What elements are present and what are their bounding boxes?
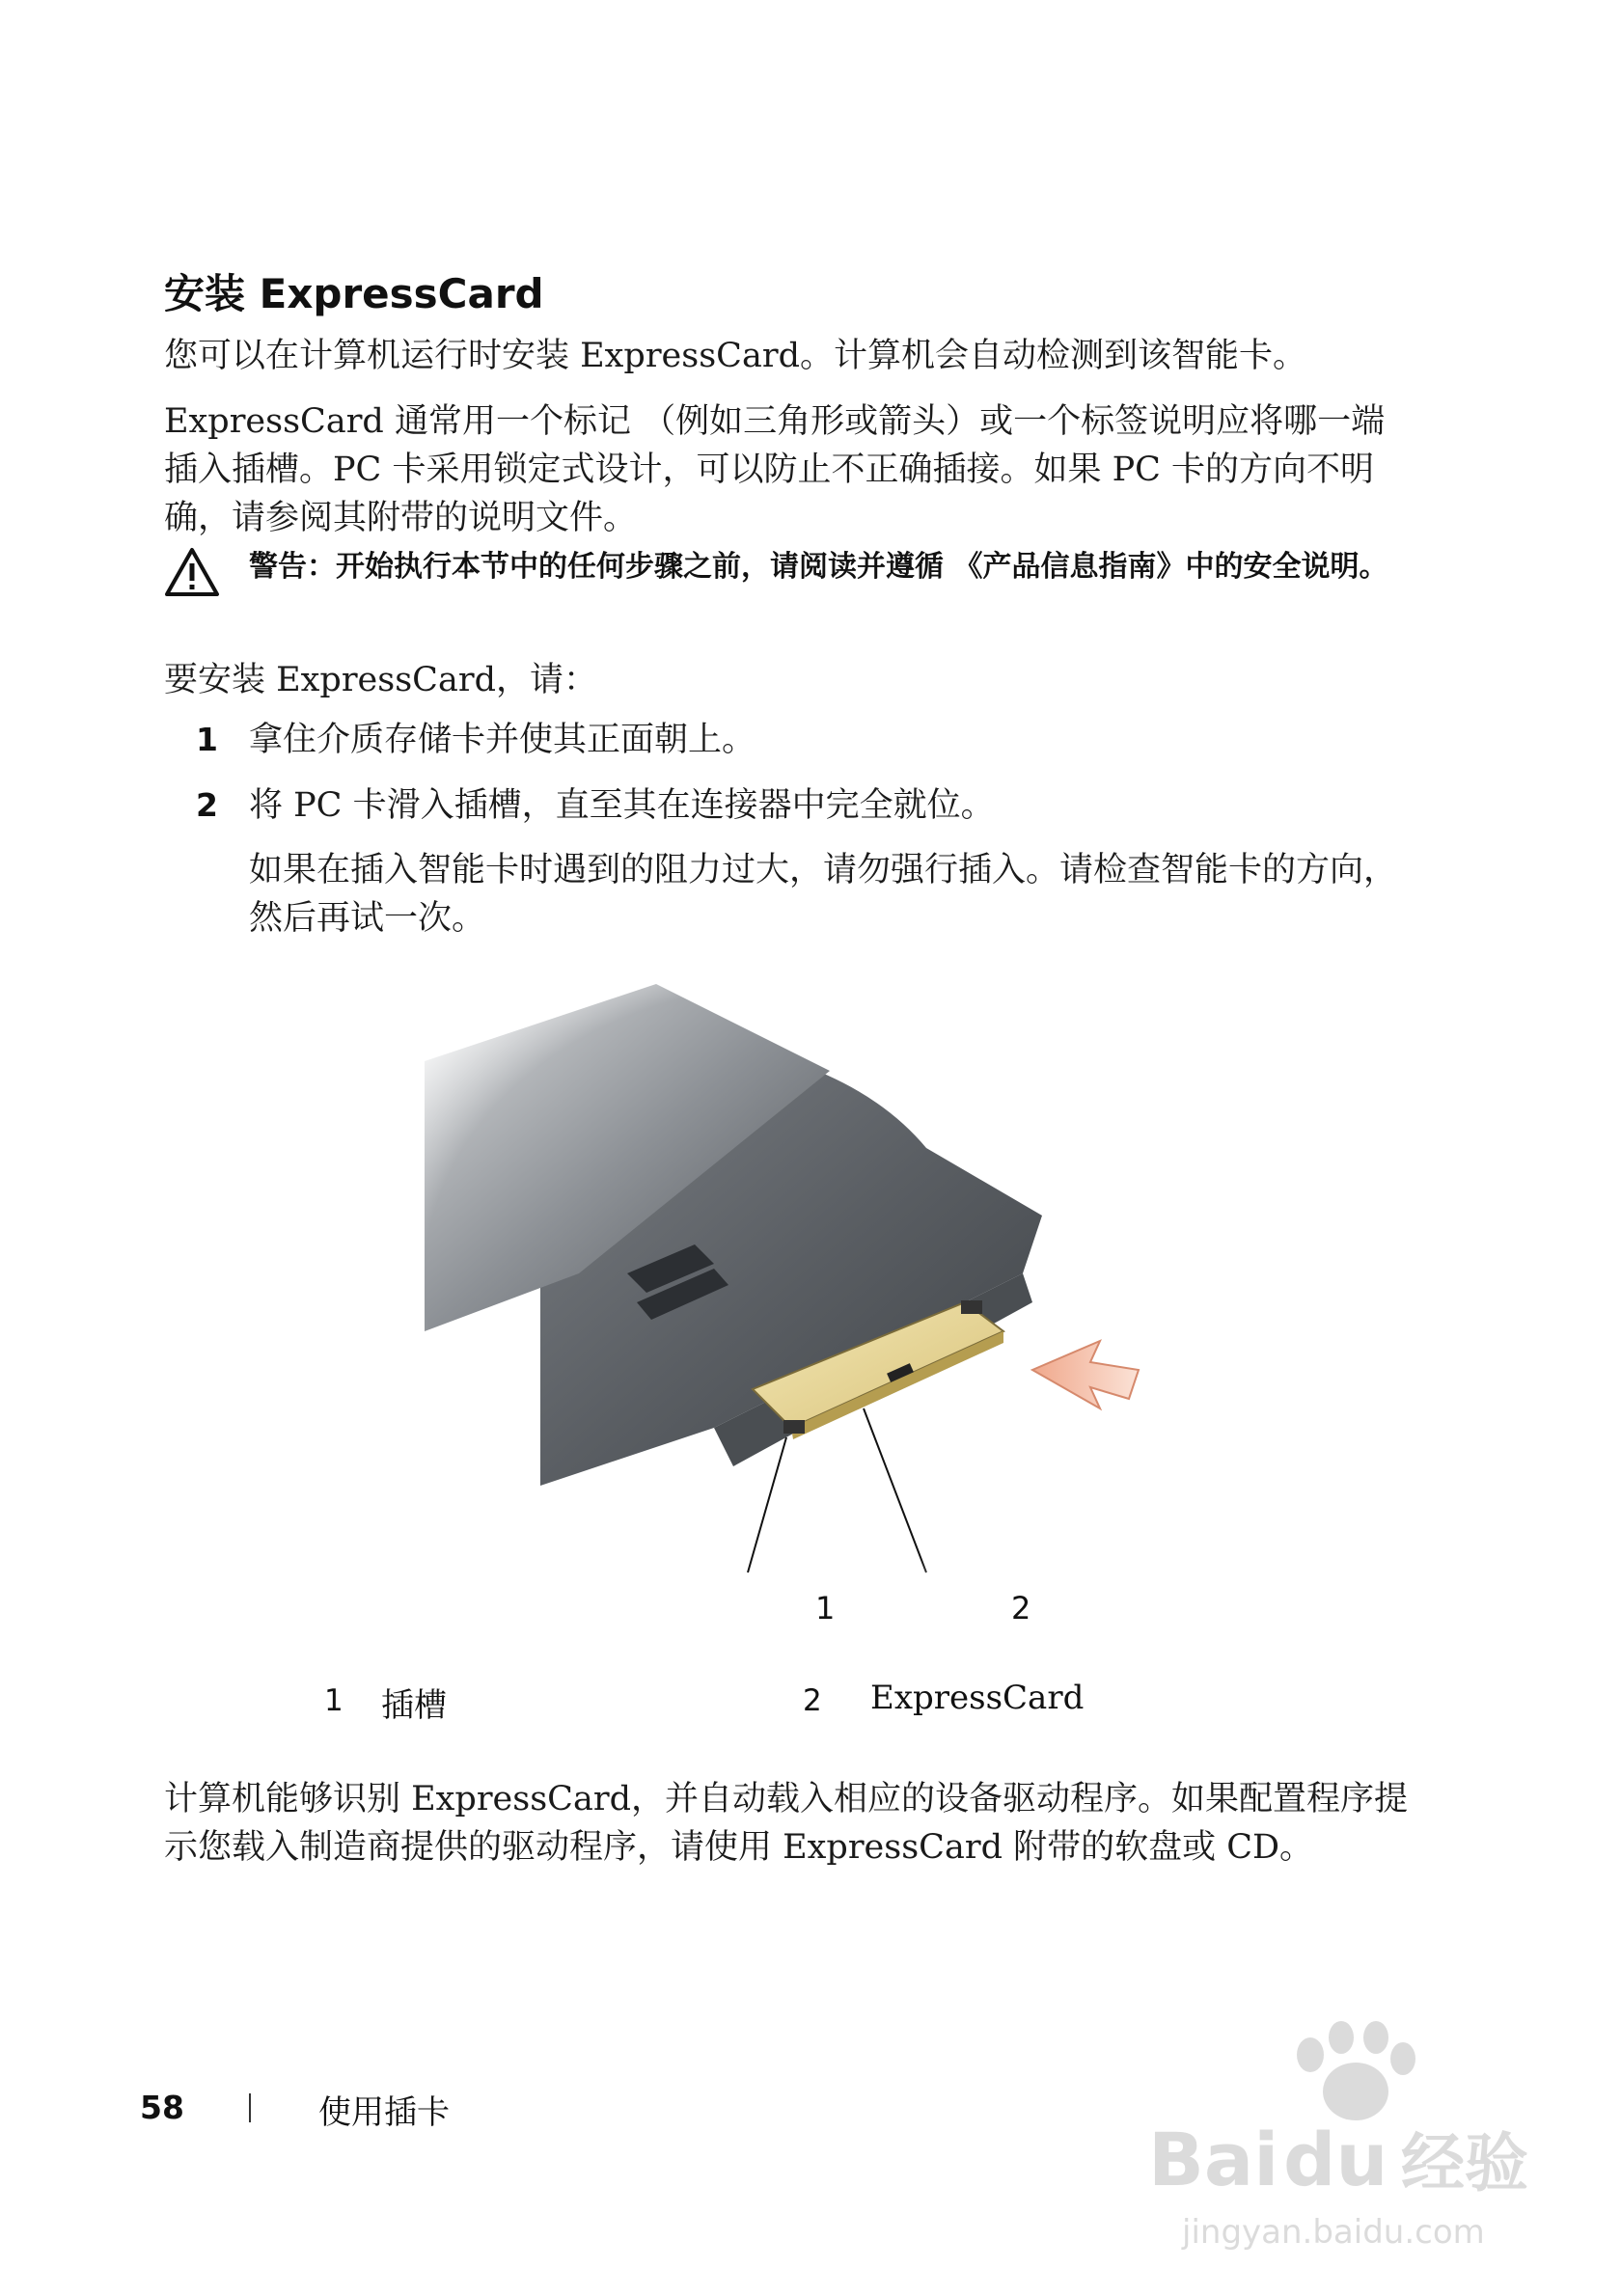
legend-number: 1: [324, 1683, 343, 1718]
callout-2: 2: [1011, 1590, 1031, 1626]
closing-paragraph: 计算机能够识别 ExpressCard，并自动载入相应的设备驱动程序。如果配置程序提示您载入制造商提供的驱动程序，请使用 ExpressCard 附带的软盘或 CD。: [164, 1780, 1408, 1867]
page-number: 58: [140, 2089, 184, 2126]
step-note: 如果在插入智能卡时遇到的阻力过大，请勿强行插入。请检查智能卡的方向，然后再试一次。: [249, 851, 1398, 938]
footer-divider: [249, 2093, 251, 2122]
step-text: 将 PC 卡滑入插槽，直至其在连接器中完全就位。: [249, 786, 995, 825]
orientation-paragraph: ExpressCard 通常用一个标记 （例如三角形或箭头）或一个标签说明应将哪一端插入插槽。PC 卡采用锁定式设计，可以防止不正确插接。如果 PC 卡的方向不明确，请参阅其附带的说明文件。: [164, 402, 1386, 537]
footer-chapter: 使用插卡: [318, 2093, 450, 2132]
expresscard-illustration: [425, 984, 1254, 1640]
procedure-lead: 要安装 ExpressCard，请：: [164, 661, 597, 699]
intro-paragraph: 您可以在计算机运行时安装 ExpressCard。计算机会自动检测到该智能卡。: [164, 337, 1306, 375]
baidu-watermark-logo: [1148, 2016, 1563, 2257]
legend-number: 2: [803, 1683, 822, 1718]
warning-triangle-icon: [164, 547, 220, 597]
section-heading: 安装 ExpressCard: [164, 270, 544, 317]
step-text: 拿住介质存储卡并使其正面朝上。: [249, 721, 756, 759]
svg-text:Bai: Bai: [1148, 2117, 1279, 2202]
svg-text:du: du: [1283, 2117, 1388, 2202]
warning-text: 警告：开始执行本节中的任何步骤之前，请阅读并遵循 《产品信息指南》中的安全说明。: [249, 550, 1388, 584]
svg-text:经验: 经验: [1401, 2126, 1528, 2200]
legend-label: 插槽: [381, 1686, 447, 1725]
svg-text:jingyan.baidu.com: jingyan.baidu.com: [1182, 2213, 1485, 2252]
callout-1: 1: [815, 1590, 836, 1626]
step-number: 2: [196, 786, 218, 824]
laptop-card-drawing: [425, 984, 1254, 1640]
legend-label: ExpressCard: [870, 1679, 1085, 1717]
step-number: 1: [196, 721, 218, 758]
